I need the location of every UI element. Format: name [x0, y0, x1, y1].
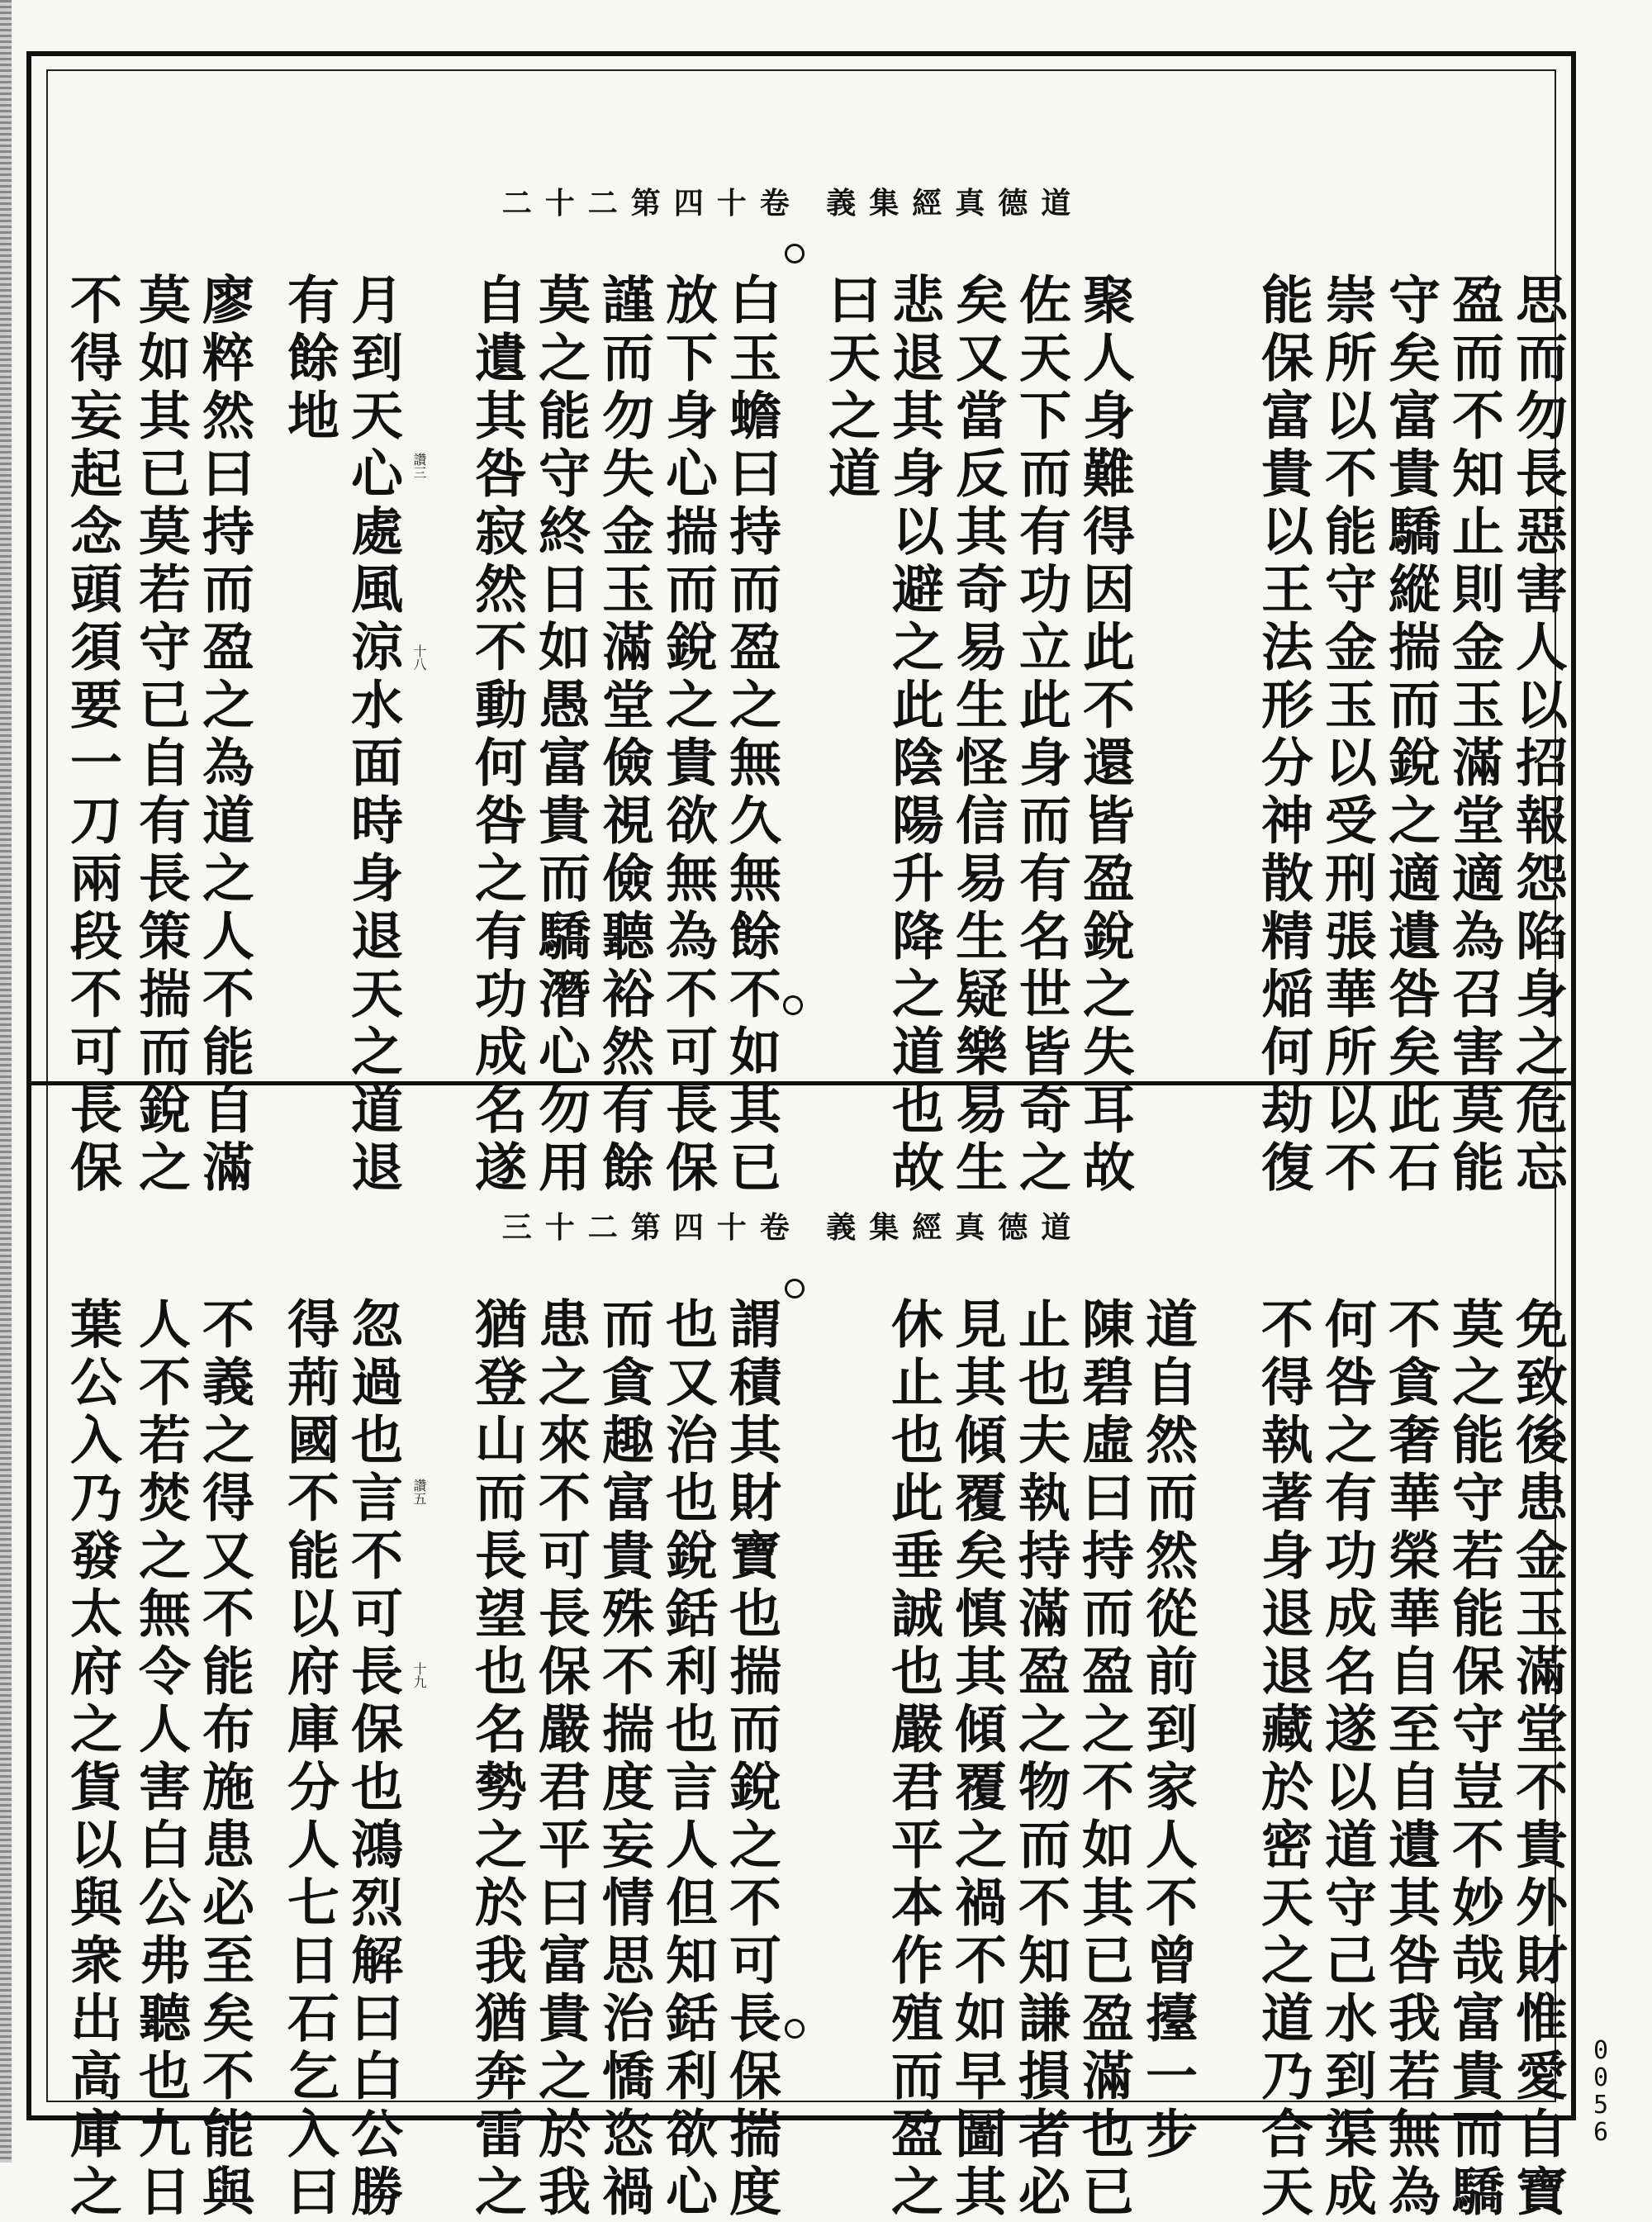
lower-column-10: 休止也此垂誠也嚴君平本作殖而盈之 [883, 1297, 944, 2222]
lower-column-8: 止也夫執持滿盈之物而不知謙損者必 [1010, 1297, 1071, 2222]
lower-column-12: 也又治也銳銛利也言人但知銛利欲心 [657, 1297, 719, 2222]
upper-column-20: 不得妄起念頭須要一刀兩段不可長保 [62, 273, 123, 1198]
lower-column-4: 何咎之有功成名遂以道守己水到渠成 [1317, 1297, 1378, 2222]
upper-circle-mark-1 [785, 244, 805, 264]
upper-column-2: 盈而不知止則金玉滿堂適為召害莫能 [1444, 273, 1505, 1198]
lower-column-3: 不貪奢華榮華自至自遺其咎我若無為 [1380, 1297, 1441, 2222]
upper-column-4: 崇所以不能守金玉以受刑張華所以不 [1317, 273, 1378, 1198]
upper-column-18: 廖粹然曰持而盈之為道之人不能自滿 [194, 273, 255, 1198]
upper-column-3: 守矣富貴驕縱揣而銳之適遺咎矣此石 [1380, 273, 1441, 1198]
lower-column-9: 見其傾覆矣慎其傾覆之禍不如早圖其 [947, 1297, 1008, 2222]
lower-column-18: 不義之得又不能布施患必至矣不能與 [194, 1297, 255, 2222]
lower-column-5: 不得執著身退退藏於密天之道乃合天 [1253, 1297, 1314, 2222]
lower-column-7: 陳碧虛曰持而盈之不如其已盈滿也已 [1074, 1297, 1135, 2222]
upper-column-12: 放下身心揣而銳之貴欲無為不可長保 [657, 273, 719, 1198]
lower-column-16: 忽過也言不可長保也鴻烈解曰白公勝 [343, 1297, 404, 2222]
upper-fold-mark: 讚三 [411, 453, 427, 479]
lower-column-15: 猶登山而長望也名勢之於我猶奔雷之 [467, 1297, 528, 2222]
upper-column-11: 白玉蟾曰持而盈之無久無餘不如其已 [721, 273, 782, 1198]
upper-column-13: 謹而勿失金玉滿堂儉視儉聽裕然有餘 [594, 273, 655, 1198]
lower-circle-mark-2 [785, 2019, 805, 2039]
lower-column-20: 葉公入乃發太府之貨以與衆出高庫之 [62, 1297, 123, 2222]
lower-header: 道德真經集義 卷十四第二十三 [501, 1210, 1085, 1245]
upper-column-14: 莫之能守終日如愚富貴而驕潛心勿用 [530, 273, 591, 1198]
upper-column-1: 思而勿長惡害人以招報怨陷身之危忘 [1507, 273, 1569, 1198]
upper-column-10: 曰天之道 [820, 273, 881, 504]
upper-column-8: 矣又當反其奇易生怪信易生疑樂易生 [947, 273, 1009, 1198]
upper-column-16: 月到天心處風涼水面時身退天之道退 [343, 273, 404, 1198]
upper-column-9: 悲退其身以避之此陰陽升降之道也故 [884, 273, 945, 1198]
lower-column-19: 人不若焚之無令人害白公弗聽也九日 [131, 1297, 192, 2222]
lower-column-17: 得荊國不能以府庫分人七日石乞入曰 [279, 1297, 340, 2222]
page-edge [0, 0, 12, 2163]
lower-circle-mark-1 [785, 1279, 805, 1299]
lower-column-14: 患之來不可長保嚴君平曰富貴之於我 [530, 1297, 591, 2222]
upper-column-6: 聚人身難得因此不還皆盈銳之失耳故 [1075, 273, 1136, 1198]
page-number: 0 0 5 6 [1593, 2036, 1609, 2147]
lower-column-2: 莫之能守若能保守豈不妙哉富貴而驕 [1444, 1297, 1505, 2222]
lower-column-1: 免致後患金玉滿堂不貴外財惟愛自寶 [1507, 1297, 1569, 2222]
lower-column-6: 道自然而然從前到家人不曾擡一步 [1137, 1297, 1199, 2164]
upper-column-5: 能保富貴以王法形分神散精㷔何劫復 [1253, 273, 1314, 1198]
upper-header: 道德真經集義 卷十四第二十二 [501, 186, 1085, 221]
upper-column-15: 自遺其咎寂然不動何咎之有功成名遂 [467, 273, 528, 1198]
upper-column-17: 有餘地 [279, 273, 340, 446]
lower-fold-note: 十九 [411, 1662, 427, 1688]
upper-column-19: 莫如其已莫若守已自有長策揣而銳之 [131, 273, 192, 1198]
upper-column-7: 佐天下而有功立此身而有名世皆奇之 [1011, 273, 1072, 1198]
upper-fold-note: 十八 [411, 644, 427, 671]
lower-column-11: 謂積其財寶也揣而銳之不可長保揣度 [721, 1297, 782, 2222]
lower-fold-mark: 讚五 [411, 1479, 427, 1505]
lower-column-13: 而貪趣富貴殊不揣度妄情思治憍恣禍 [594, 1297, 655, 2222]
upper-circle-mark-2 [783, 995, 803, 1015]
